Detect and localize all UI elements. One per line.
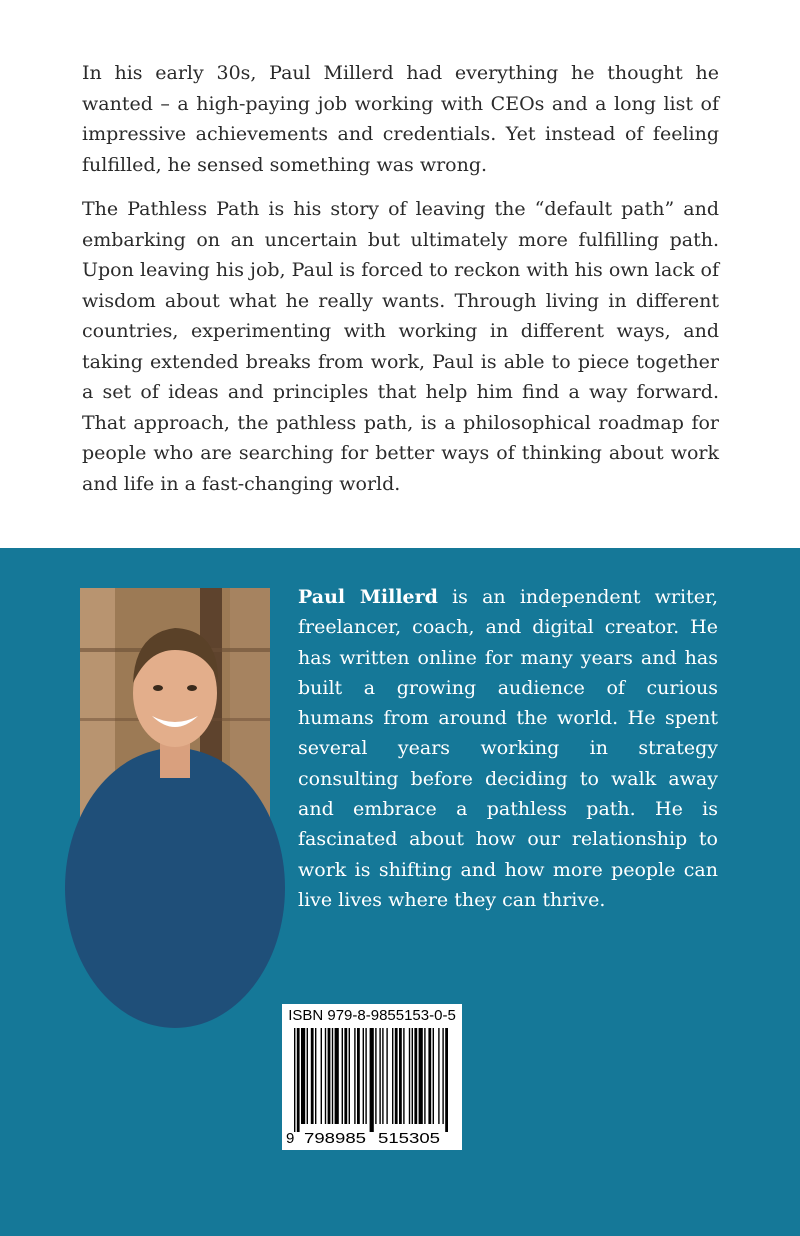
synopsis-paragraph-1: In his early 30s, Paul Millerd had everything he thought he wanted – a high-paying job working with CEOs and a long list of impressive achievements and credentials. Yet instead of feeling fulfilled, he sensed something was wrong. (82, 62, 719, 176)
author-portrait-image (80, 588, 270, 876)
barcode-bar (332, 1028, 333, 1124)
author-photo (80, 588, 270, 876)
barcode-bar (433, 1028, 434, 1124)
synopsis-text (82, 58, 719, 513)
barcode-bar (386, 1028, 387, 1124)
barcode-bar (442, 1028, 443, 1124)
barcode-bar (294, 1028, 295, 1132)
barcode-bar (424, 1028, 425, 1124)
barcode-bars (294, 1028, 448, 1132)
barcode-bar (342, 1028, 343, 1124)
barcode-bar (344, 1028, 347, 1124)
barcode-bar (363, 1028, 364, 1124)
barcode-bar (445, 1028, 448, 1132)
barcode-bar (395, 1028, 398, 1124)
barcode-bar (399, 1028, 402, 1124)
barcode-bar (328, 1028, 331, 1124)
barcode-bar (357, 1028, 360, 1124)
author-name: Paul Millerd (298, 586, 438, 608)
barcode-bar (321, 1028, 322, 1124)
barcode-bar (311, 1028, 314, 1124)
barcode-bar (409, 1028, 410, 1124)
barcode-bar (354, 1028, 355, 1124)
author-bio (298, 582, 718, 915)
barcode-digit-group-2: 515305 (378, 1130, 440, 1147)
barcode-bar (412, 1028, 413, 1124)
barcode-lead-digit: 9 (286, 1130, 295, 1147)
isbn-barcode (282, 1004, 462, 1150)
barcode-bar (307, 1028, 308, 1124)
barcode-bar (403, 1028, 404, 1124)
isbn-label: ISBN 979-8-9855153-0-5 (288, 1007, 456, 1024)
barcode-bar (375, 1028, 376, 1124)
barcode-bar (297, 1028, 300, 1132)
synopsis-section (0, 0, 800, 548)
barcode-bar (325, 1028, 326, 1124)
barcode-bar (370, 1028, 374, 1132)
barcode-bar (349, 1028, 350, 1124)
barcode-bar (428, 1028, 431, 1124)
barcode-bar (365, 1028, 366, 1124)
barcode-bar (335, 1028, 339, 1124)
barcode-digit-group-1: 798985 (304, 1130, 366, 1147)
barcode-bar (382, 1028, 383, 1124)
barcode-bar (419, 1028, 423, 1124)
barcode-graphic (286, 1028, 450, 1148)
barcode-bar (392, 1028, 393, 1124)
barcode-bar (301, 1028, 305, 1124)
barcode-bar (379, 1028, 380, 1124)
barcode-bar (414, 1028, 417, 1124)
author-section (0, 548, 800, 1236)
barcode-bar (438, 1028, 439, 1124)
synopsis-paragraph-2: The Pathless Path is his story of leaving the “default path” and embarking on an uncertain but ultimately more fulfilling path. Upon leaving his job, Paul is forced to reckon with his own lack of wisdom about what he really wants. Through living in different countries, experimenting with working in different ways, and taking extended breaks from work, Paul is able to piece together a set of ideas and principles that help him find a way forward. That approach, the pathless path, is a philosophical roadmap for people who are searching for better ways of thinking about work and life in a fast-changing world. (82, 198, 719, 495)
author-bio-text: is an independent writer, freelancer, coach, and digital creator. He has written online for many years and has built a growing audience of curious humans from around the world. He spent several years working in strategy consulting before deciding to walk away and embrace a pathless path. He is fascinated about how our relationship to work is shifting and how more people can live lives where they can thrive. (298, 586, 718, 911)
barcode-bar (315, 1028, 316, 1124)
